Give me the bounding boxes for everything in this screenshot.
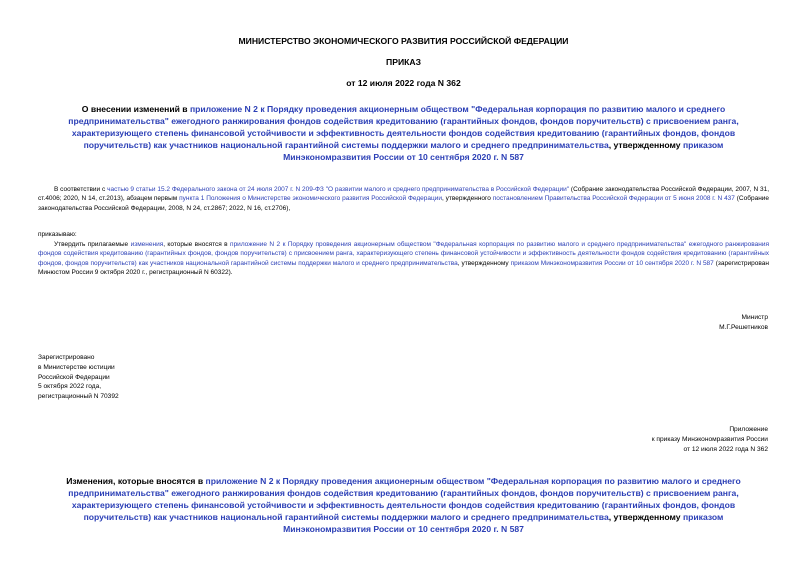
approve-text-1: Утвердить прилагаемые bbox=[54, 241, 131, 248]
order-word: приказываю: bbox=[38, 231, 77, 238]
approve-text-2: , которые вносятся в bbox=[163, 241, 231, 248]
appendix-title-link-appendix[interactable]: приложение N 2 к Порядку проведения акционерным обществом "Федеральная корпорация по развитию малого и среднего предпринимательства" ежегодного ранжирования фондов содействия кредитованию (гарантийных фондов, фондов поручительств) с присвоением ранга, характеризующего степень финансовой устойчивости и эффективность деятельности фондов содействия кредитованию (гарантийных фондов, фондов поручительств) как участников национальной гарантийной системы поддержки малого и среднего предпринимательства bbox=[68, 476, 741, 522]
approve-link-order[interactable]: приказом Минэкономразвития России от 10 сентября 2020 г. N 587 bbox=[510, 259, 714, 267]
preamble-link-regulation[interactable]: пункта 1 Положения о Министерстве экономического развития Российской Федерации bbox=[179, 195, 442, 203]
preamble-text-3: , утвержденного bbox=[442, 195, 493, 203]
appendix-ref-line-2: к приказу Минэкономразвития России bbox=[651, 435, 768, 443]
preamble-text-4: (Собрание законодательства Российской Федерации, 2008, N 24, ст.2867; 2022, N 16, ст.2706), bbox=[38, 195, 770, 212]
preamble-text-2: (Собрание законодательства Российской Федерации, 2007, N 31, ст.4006; 2020, N 14, ст.2013), абзацем первым bbox=[38, 186, 770, 203]
preamble-text-1: В соответствии с bbox=[54, 186, 108, 193]
appendix-ref-line-1: Приложение bbox=[729, 426, 768, 433]
registration-line-1: Зарегистрировано bbox=[38, 354, 95, 361]
preamble-link-resolution[interactable]: постановлением Правительства Российской Федерации от 5 июня 2008 г. N 437 bbox=[492, 195, 735, 203]
appendix-title bbox=[40, 475, 767, 535]
registration-line-2: в Министерстве юстиции bbox=[38, 363, 115, 371]
registration-line-5: регистрационный N 70392 bbox=[38, 393, 119, 401]
signature-position: Министр bbox=[741, 314, 768, 321]
approve-link-appendix[interactable]: приложение N 2 к Порядку проведения акционерным обществом "Федеральная корпорация по развитию малого и среднего предпринимательства" ежегодного ранжирования фондов содействия кредитованию (гарантийных фондов, фондов поручительств) с присвоением ранга, характеризующего степень финансовой устойчивости и эффективность деятельности фондов содействия кредитованию (гарантийных фондов, фондов поручительств) как участников национальной гарантийной системы поддержки малого и среднего предпринимательства bbox=[38, 241, 769, 267]
signature-block bbox=[719, 313, 768, 333]
approve-link-changes[interactable]: изменения bbox=[130, 241, 164, 248]
order-title-link-order[interactable]: приказом Минэкономразвития России от 10 сентября 2020 г. N 587 bbox=[283, 140, 724, 162]
registration-line-3: Российской Федерации bbox=[38, 373, 110, 381]
registration-block bbox=[38, 353, 119, 402]
order-title-middle: , утвержденному bbox=[608, 140, 683, 150]
signature-name: М.Г.Решетников bbox=[719, 323, 768, 331]
approve-text-4: (зарегистрирован Минюстом России 9 октября 2020 г., регистрационный N 60322). bbox=[38, 259, 769, 277]
preamble-link-federal-law[interactable]: частью 9 статьи 15.2 Федерального закона от 24 июля 2007 г. N 209-ФЗ "О развитии малого и среднего предпринимательства в Российской Федерации" bbox=[107, 186, 570, 193]
order-title bbox=[40, 103, 767, 163]
registration-line-4: 5 октября 2022 года, bbox=[38, 383, 102, 391]
appendix-title-link-order[interactable]: приказом Минэкономразвития России от 10 сентября 2020 г. N 587 bbox=[283, 512, 724, 534]
ministry-heading: МИНИСТЕРСТВО ЭКОНОМИЧЕСКОГО РАЗВИТИЯ РОССИЙСКОЙ ФЕДЕРАЦИИ bbox=[238, 36, 569, 46]
document-type: ПРИКАЗ bbox=[386, 57, 421, 67]
order-title-link-appendix[interactable]: приложение N 2 к Порядку проведения акционерным обществом "Федеральная корпорация по развитию малого и среднего предпринимательства" ежегодного ранжирования фондов содействия кредитованию (гарантийных фондов, фондов поручительств) с присвоением ранга, характеризующего степень финансовой устойчивости и эффективность деятельности фондов содействия кредитованию (гарантийных фондов, фондов поручительств) как участников национальной гарантийной системы поддержки малого и среднего предпринимательства bbox=[68, 104, 739, 150]
appendix-reference bbox=[652, 425, 768, 454]
appendix-title-prefix: Изменения, которые вносятся в bbox=[66, 476, 206, 486]
approve-text-3: , утвержденному bbox=[457, 259, 511, 267]
document-date: от 12 июля 2022 года N 362 bbox=[346, 78, 461, 88]
preamble-paragraph bbox=[38, 185, 769, 213]
order-title-prefix: О внесении изменений в bbox=[81, 104, 190, 114]
appendix-ref-line-3: от 12 июля 2022 года N 362 bbox=[683, 445, 768, 453]
approve-paragraph bbox=[38, 240, 769, 278]
appendix-title-middle: , утвержденному bbox=[608, 512, 683, 522]
